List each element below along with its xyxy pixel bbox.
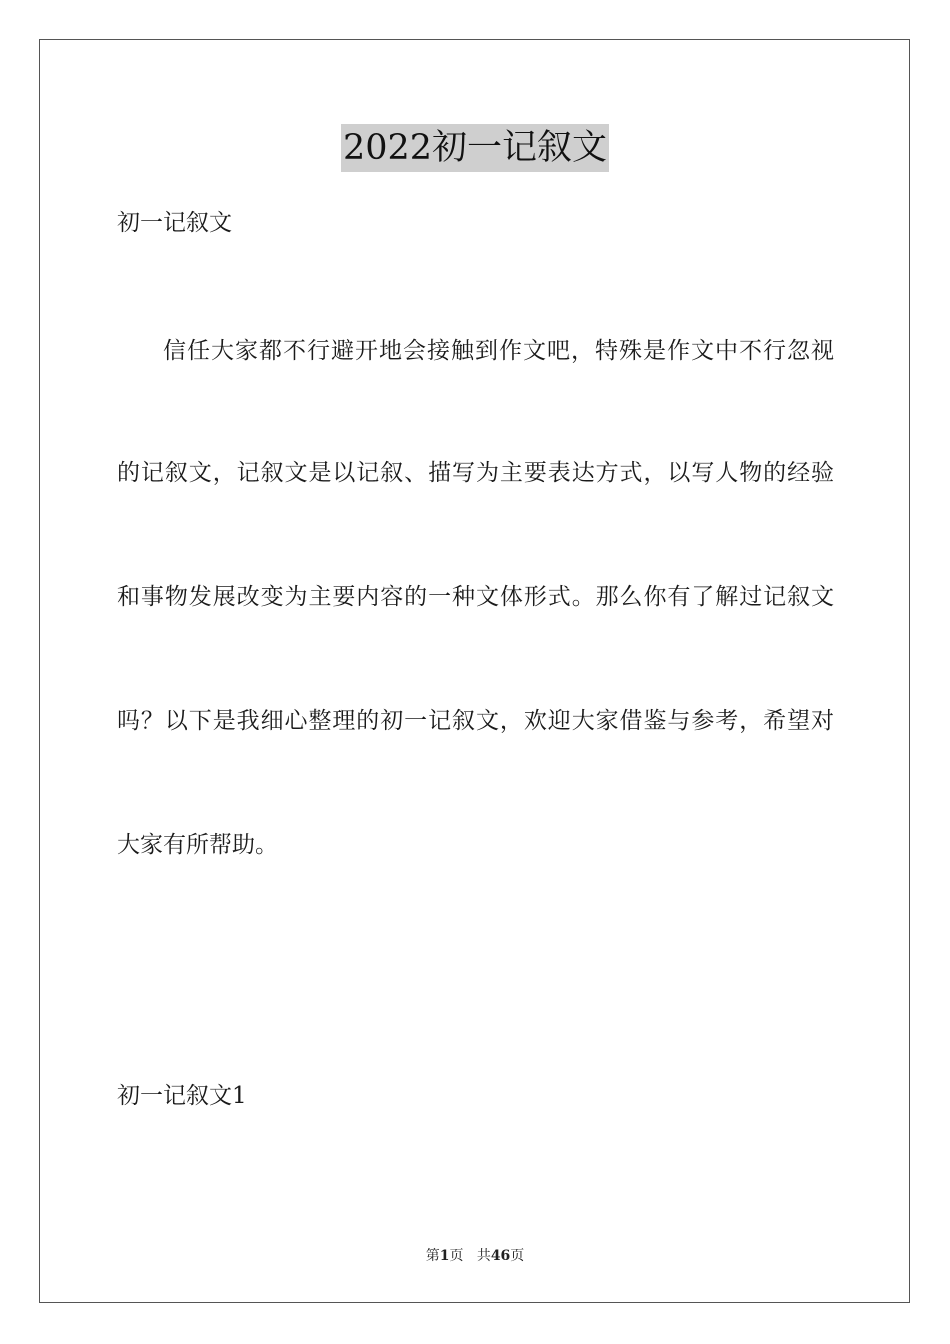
footer-total-pages: 46 [490,1248,511,1264]
document-subtitle: 初一记叙文 [117,210,232,236]
footer-total-prefix: 共 [476,1248,491,1264]
footer-page-suffix: 页 [449,1248,464,1264]
title-container [0,124,950,172]
footer-page-prefix: 第 [425,1248,440,1264]
footer-page-number: 1 [439,1248,450,1264]
intro-line-3: 和事物发展改变为主要内容的一种文体形式。那么你有了解过记叙文 [117,584,834,610]
footer-total-suffix: 页 [510,1248,525,1264]
page-footer [0,1246,950,1266]
document-title: 2022初一记叙文 [341,124,609,172]
intro-line-5: 大家有所帮助。 [117,832,278,858]
section-heading: 初一记叙文1 [117,1083,247,1109]
intro-line-4: 吗？以下是我细心整理的初一记叙文，欢迎大家借鉴与参考，希望对 [117,708,834,734]
intro-line-2: 的记叙文，记叙文是以记叙、描写为主要表达方式，以写人物的经验 [117,460,834,486]
intro-line-1: 信任大家都不行避开地会接触到作文吧，特殊是作文中不行忽视 [163,338,834,364]
